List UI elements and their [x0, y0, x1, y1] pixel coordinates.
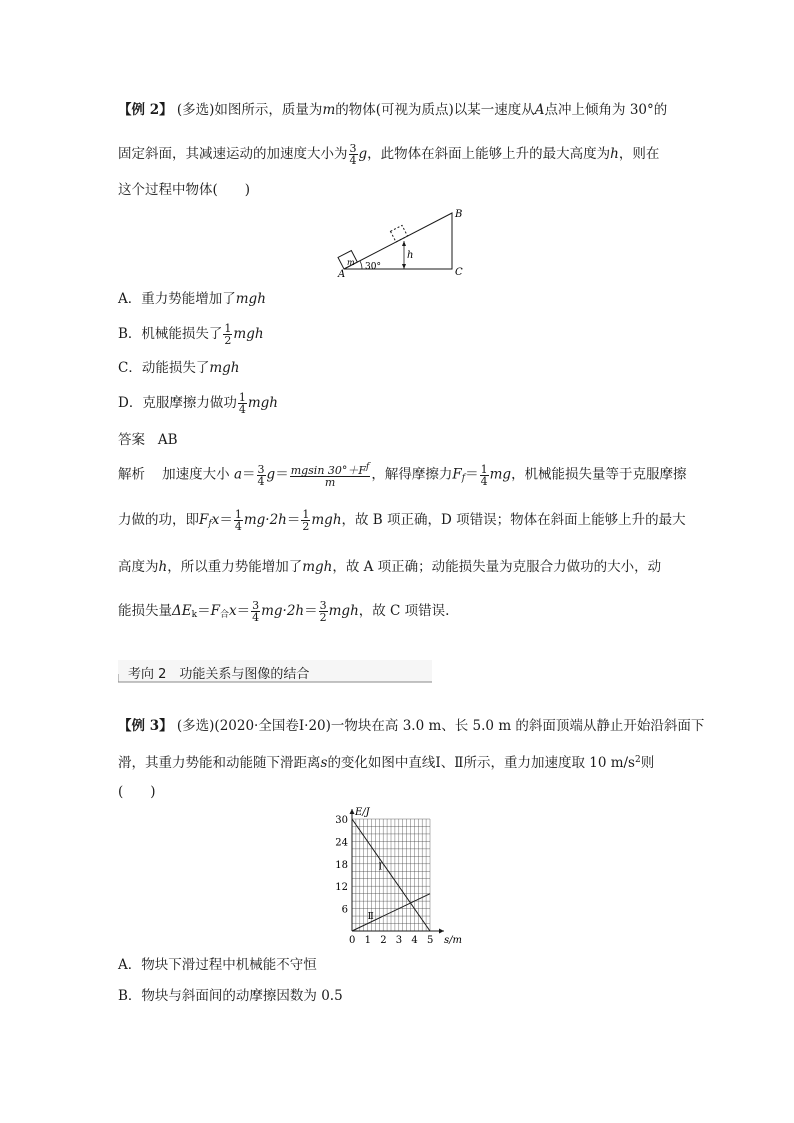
- denominator: 4: [252, 611, 260, 624]
- denominator: 4: [349, 154, 357, 167]
- label-h: h: [407, 250, 414, 261]
- x-tick-label: 1: [364, 935, 371, 946]
- option-text: A．重力势能增加了: [118, 291, 236, 307]
- denominator: m: [324, 476, 336, 489]
- option-2D: [118, 392, 278, 415]
- option-2C: [118, 358, 239, 378]
- fraction: [234, 509, 243, 532]
- equals: ＝: [219, 512, 233, 528]
- label-C: C: [455, 267, 463, 278]
- x-tick-label: 3: [395, 935, 403, 946]
- option-3A: [118, 955, 317, 975]
- ex2-text: ，此物体在斜面上能够上升的最大高度为: [367, 146, 611, 162]
- denominator: 2: [319, 611, 327, 624]
- arrow-up-icon: [402, 241, 406, 246]
- var-s: s: [320, 755, 328, 771]
- ex2-text: 这个过程中物体( ): [118, 182, 251, 198]
- answer-value: AB: [157, 432, 178, 448]
- analysis-text: ，故 B 项正确，D 项错误；物体在斜面上能够上升的最大: [341, 512, 686, 528]
- label-m: m: [347, 258, 355, 267]
- answer-line: [118, 430, 178, 450]
- ex2-text: 的物体(可视为质点)以某一速度从: [335, 102, 535, 118]
- y-axis-label: E/J: [355, 807, 370, 818]
- option-text: A．物块下滑过程中机械能不守恒: [118, 957, 317, 973]
- denominator: 4: [238, 403, 246, 416]
- ex2-text: (多选)如图所示，质量为: [176, 102, 323, 118]
- fraction: [257, 464, 266, 487]
- triangle: [344, 213, 452, 269]
- y-tick-label: 12: [335, 882, 348, 894]
- denominator: 4: [234, 520, 242, 533]
- fraction: [319, 600, 328, 623]
- expr: mg·2h: [243, 512, 287, 528]
- series-label-2: Ⅱ: [367, 912, 374, 923]
- ex3-text: (多选)(2020·全国卷Ⅰ·20)一物块在高 3.0 m、长 5.0 m 的斜面顶端从静止开始沿斜面下: [176, 718, 705, 734]
- ex2-line-2: [118, 143, 659, 166]
- ex3-text: 的变化如图中直线Ⅰ、Ⅱ所示，重力加速度取 10 m/s: [327, 755, 635, 771]
- option-expr: mgh: [233, 326, 264, 342]
- numerator: 1: [234, 508, 242, 521]
- ex3-line-3: [118, 782, 156, 802]
- numerator: 1: [238, 391, 246, 404]
- label-B: B: [455, 209, 463, 220]
- section-header: [118, 660, 432, 686]
- y-tick-label: 30: [335, 815, 348, 826]
- numerator: 1: [224, 322, 232, 335]
- answer-label: 答案: [118, 432, 145, 448]
- y-tick-label: 24: [335, 837, 348, 849]
- option-text: D．克服摩擦力做功: [118, 395, 237, 411]
- var-h: h: [610, 146, 619, 162]
- analysis-line-3: [118, 557, 661, 577]
- analysis-text: ，所以重力势能增加了: [167, 559, 303, 575]
- option-3B: [118, 986, 343, 1006]
- equals: ＝: [286, 512, 301, 528]
- fraction: [238, 392, 247, 415]
- series-label-1: Ⅰ: [378, 862, 383, 873]
- label-angle: 30°: [365, 262, 381, 272]
- option-expr: mgh: [209, 360, 240, 376]
- fraction: [480, 464, 489, 487]
- ex3-line-2: [118, 750, 654, 773]
- x-axis-arrow-icon: [439, 929, 444, 934]
- denominator: 4: [480, 474, 488, 488]
- equals: ＝: [465, 466, 479, 483]
- var-A: A: [534, 102, 545, 118]
- var-g: g: [358, 146, 368, 162]
- ex2-text: 点冲上倾角为 30°的: [544, 102, 668, 118]
- fraction: [301, 509, 310, 532]
- numerator: 1: [302, 508, 310, 521]
- var-a: a: [233, 466, 243, 483]
- analysis-label: 解析: [118, 466, 145, 483]
- denominator: 2: [302, 520, 310, 533]
- var-g: g: [266, 466, 276, 483]
- sup: f: [366, 462, 370, 472]
- y-tick-label: 6: [341, 904, 348, 916]
- expr: mgh: [311, 512, 342, 528]
- option-2A: [118, 289, 266, 309]
- y-tick-label: 18: [335, 859, 348, 871]
- y-axis-arrow-icon: [350, 809, 355, 814]
- angle-arc: [360, 261, 362, 269]
- fraction: [251, 600, 260, 623]
- numerator: 1: [480, 462, 488, 476]
- option-text: C．动能损失了: [118, 360, 210, 376]
- ex3-tag: 【例 3】: [118, 718, 173, 734]
- expr: mgh: [302, 559, 333, 575]
- numerator: 3: [319, 599, 327, 612]
- incline-figure: [330, 205, 470, 285]
- numerator: 3: [252, 599, 260, 612]
- var-dE: ΔE: [172, 603, 192, 619]
- equals: ＝: [304, 603, 318, 619]
- energy-chart: [330, 805, 470, 947]
- var-x: x: [211, 512, 220, 528]
- ex3-line-1: [118, 716, 704, 736]
- expr: mg·2h: [261, 603, 305, 619]
- sub: k: [191, 610, 198, 620]
- ex2-line-1: [118, 100, 667, 120]
- option-text: B．物块与斜面间的动摩擦因数为 0.5: [118, 988, 343, 1004]
- analysis-text: 能损失量: [118, 603, 172, 619]
- x-tick-label: 0: [349, 935, 356, 946]
- equals: ＝: [236, 603, 251, 619]
- option-text: B．机械能损失了: [118, 326, 223, 342]
- analysis-text: 高度为: [118, 559, 159, 575]
- fraction-big: [290, 462, 371, 488]
- analysis-line-1: [118, 462, 687, 489]
- var-F: F: [452, 466, 462, 483]
- sub: f: [461, 473, 466, 484]
- fraction: [223, 323, 232, 346]
- ex2-tag: 【例 2】: [118, 102, 173, 118]
- label-A: A: [338, 269, 346, 280]
- option-expr: mgh: [247, 395, 278, 411]
- ex2-line-3: [118, 180, 250, 200]
- analysis-text: 力做的功，即: [118, 512, 199, 528]
- option-expr: mgh: [235, 291, 266, 307]
- var-m: m: [322, 102, 336, 118]
- sub: 合: [219, 610, 229, 620]
- arrow-down-icon: [402, 264, 406, 269]
- analysis-text: ，故 A 项正确；动能损失量为克服合力做功的大小，动: [332, 559, 662, 575]
- x-tick-label: 2: [380, 935, 387, 946]
- var-h: h: [158, 559, 168, 575]
- analysis-text: ，解得摩擦力: [371, 466, 453, 483]
- x-axis-label: s/m: [444, 935, 462, 946]
- var-F: F: [199, 512, 209, 528]
- ex3-text: 滑，其重力势能和动能随下滑距离: [118, 755, 321, 771]
- fraction: [349, 143, 358, 166]
- equals: ＝: [275, 466, 289, 483]
- var-F: F: [210, 603, 220, 619]
- ex2-text: 固定斜面，其减速运动的加速度大小为: [118, 146, 348, 162]
- equals: ＝: [197, 603, 211, 619]
- option-2B: [118, 323, 264, 346]
- equals: ＝: [242, 466, 256, 483]
- analysis-text: ，机械能损失量等于克服摩擦: [511, 466, 687, 483]
- denominator: 2: [224, 334, 232, 347]
- section-title: 考向 2 功能关系与图像的结合: [128, 667, 310, 682]
- sup: 2: [634, 755, 641, 765]
- numerator: [290, 462, 371, 477]
- block-dashed: [390, 225, 407, 242]
- x-tick-label: 5: [427, 935, 434, 946]
- ex2-text: ，则在: [618, 146, 660, 162]
- expr: mg: [489, 466, 512, 483]
- denominator: 4: [257, 474, 265, 488]
- var-x: x: [228, 603, 237, 619]
- analysis-line-4: [118, 600, 449, 625]
- analysis-line-2: [118, 509, 686, 534]
- ex3-text: 则: [640, 755, 655, 771]
- analysis-text: ，故 C 项错误.: [358, 603, 450, 619]
- sub: f: [208, 519, 212, 529]
- numerator: 3: [349, 142, 357, 155]
- numerator: 3: [257, 462, 265, 476]
- x-tick-label: 4: [411, 935, 418, 946]
- expr: mgh: [328, 603, 359, 619]
- analysis-text: 加速度大小: [162, 466, 230, 483]
- numerator-text: mgsin 30°＋F: [290, 464, 367, 477]
- ex3-text: ( ): [118, 784, 156, 800]
